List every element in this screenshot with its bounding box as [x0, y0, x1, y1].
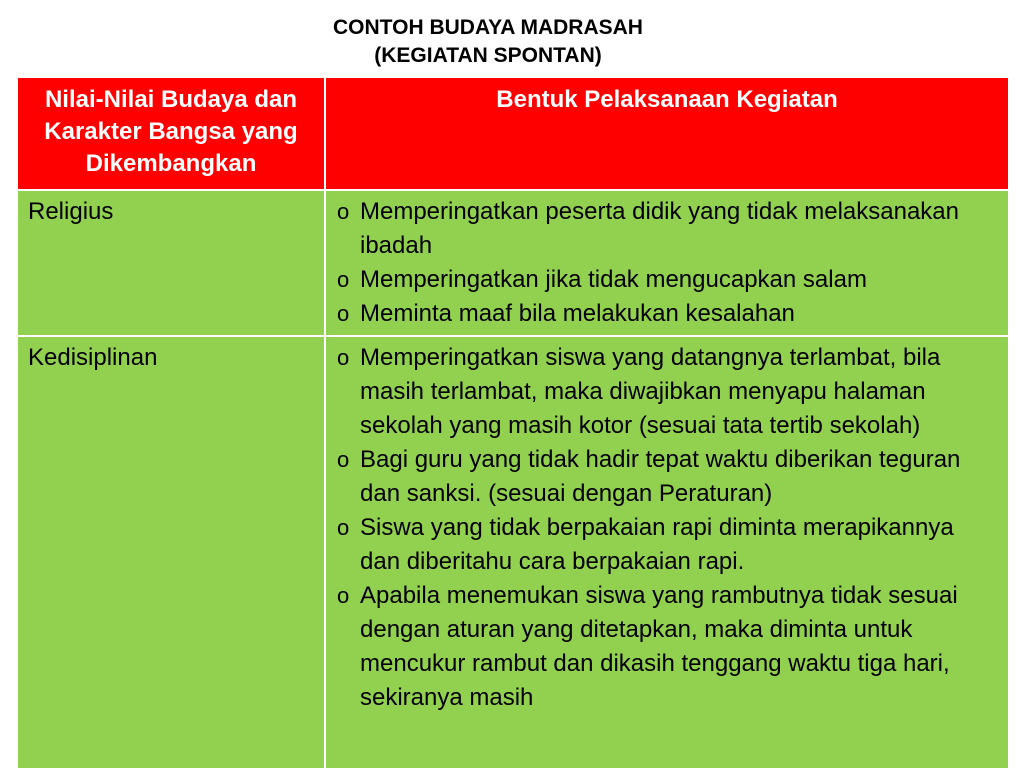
- list-item: o Memperingatkan peserta didik yang tidak melaksanakan ibadah: [334, 195, 1000, 263]
- list-item: o Memperingatkan jika tidak mengucapkan salam: [334, 263, 1000, 297]
- activities-kedisiplinan: [325, 336, 1009, 768]
- title-line-2: (KEGIATAN SPONTAN): [374, 44, 602, 67]
- culture-table: [16, 76, 1010, 768]
- list-item: o Memperingatkan siswa yang datangnya terlambat, bila masih terlambat, maka diwajibkan menyapu halaman sekolah yang masih kotor (sesuai tata tertib sekolah): [334, 341, 1000, 443]
- table-row: [17, 190, 1009, 336]
- list-item: o Meminta maaf bila melakukan kesalahan: [334, 297, 1000, 331]
- bullet-icon: o: [337, 199, 350, 224]
- slide-title: [0, 14, 976, 70]
- bullet-icon: o: [337, 515, 350, 540]
- header-activities: Bentuk Pelaksanaan Kegiatan: [325, 77, 1009, 190]
- table-header-row: [17, 77, 1009, 190]
- value-kedisiplinan: Kedisiplinan: [17, 336, 325, 768]
- bullet-icon: o: [337, 267, 350, 292]
- bullet-icon: o: [337, 345, 350, 370]
- activity-list: [334, 195, 1000, 331]
- header-values: Nilai-Nilai Budaya dan Karakter Bangsa yang Dikembangkan: [17, 77, 325, 190]
- list-item: o Siswa yang tidak berpakaian rapi diminta merapikannya dan diberitahu cara berpakaian rapi.: [334, 511, 1000, 579]
- bullet-icon: o: [337, 447, 350, 472]
- title-line-1: CONTOH BUDAYA MADRASAH: [333, 16, 643, 39]
- bullet-icon: o: [337, 583, 350, 608]
- bullet-icon: o: [337, 301, 350, 326]
- value-religius: Religius: [17, 190, 325, 336]
- list-item: o Apabila menemukan siswa yang rambutnya tidak sesuai dengan aturan yang ditetapkan, maka diminta untuk mencukur rambut dan dikasih tenggang waktu tiga hari, sekiranya masih: [334, 579, 1000, 715]
- list-item: o Bagi guru yang tidak hadir tepat waktu diberikan teguran dan sanksi. (sesuai dengan Peraturan): [334, 443, 1000, 511]
- activity-list: [334, 341, 1000, 715]
- activities-religius: [325, 190, 1009, 336]
- table-row: [17, 336, 1009, 768]
